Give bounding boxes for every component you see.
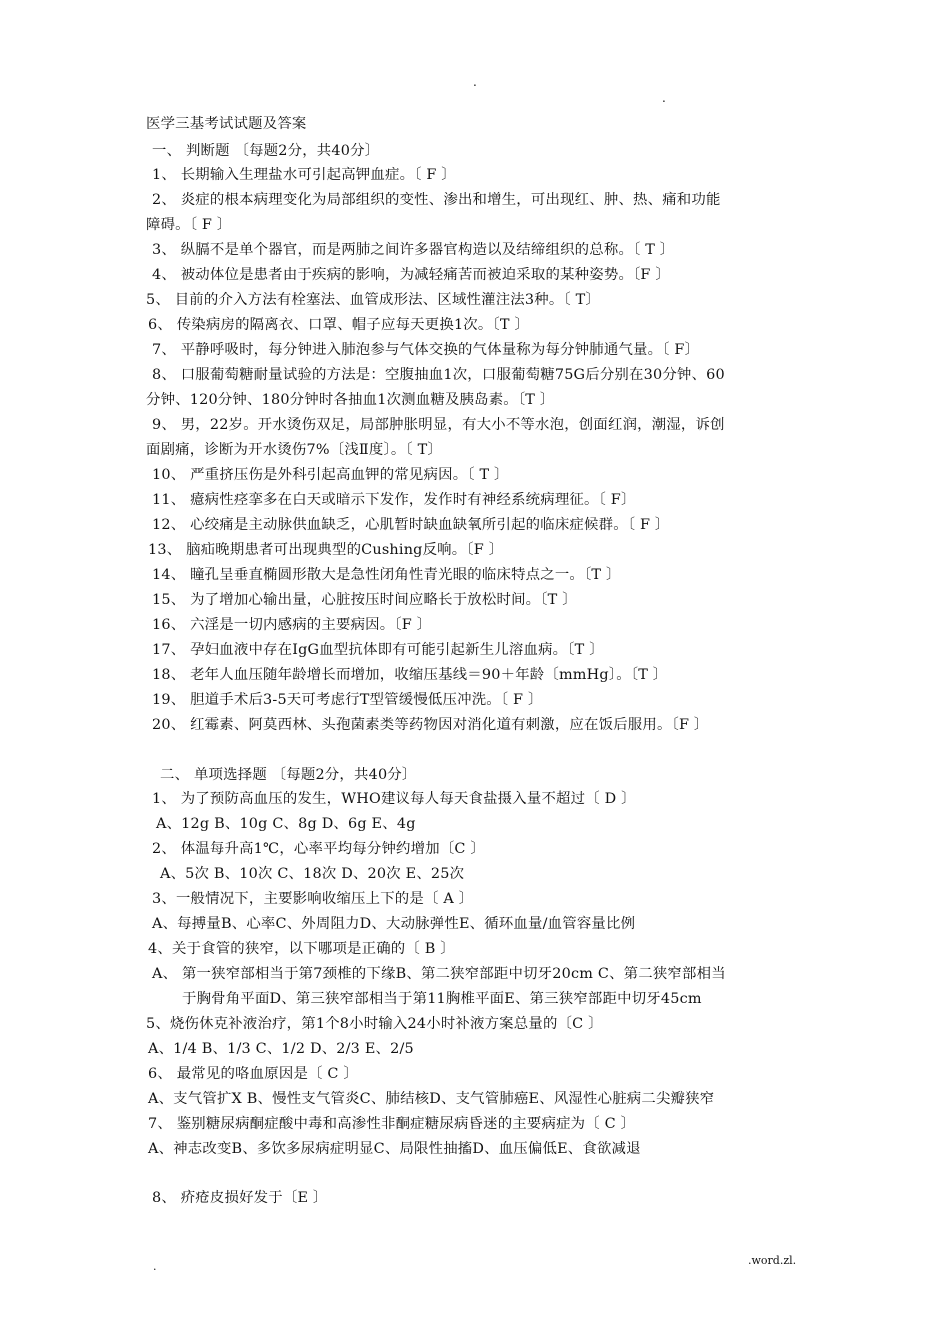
footer-dot: . [153, 1260, 157, 1273]
question-line: 面剧痛，诊断为开水烫伤7%〔浅Ⅱ度〕。〔 T〕 [146, 442, 443, 458]
footer-watermark: .word.zl. [748, 1254, 797, 1267]
question-line: 13、 脑疝晚期患者可出现典型的Cushing反响。〔F 〕 [148, 542, 504, 558]
question-line: 6、 传染病房的隔离衣、口罩、帽子应每天更换1次。〔T 〕 [148, 317, 530, 333]
answer-options: A、 第一狭窄部相当于第7颈椎的下缘B、第二狭窄部距中切牙20cm C、第二狭窄部相当 [152, 966, 726, 982]
answer-options: A、1/4 B、1/3 C、1/2 D、2/3 E、2/5 [148, 1041, 414, 1057]
question-line: 6、 最常见的咯血原因是〔 C 〕 [148, 1066, 358, 1082]
section-heading-single-choice: 二、 单项选择题 〔每题2分，共40分〕 [160, 767, 417, 783]
question-line: 16、 六淫是一切内感病的主要病因。〔F 〕 [152, 617, 432, 633]
document-title: 医学三基考试试题及答案 [146, 116, 307, 132]
question-line: 障碍。〔 F 〕 [146, 217, 232, 233]
question-line: 17、 孕妇血液中存在IgG血型抗体即有可能引起新生儿溶血病。〔T 〕 [152, 642, 604, 658]
question-line: 1、 为了预防高血压的发生，WHO建议每人每天食盐摄入量不超过〔 D 〕 [152, 791, 636, 807]
question-line: 4、 被动体位是患者由于疾病的影响，为减轻痛苦而被迫采取的某种姿势。〔F 〕 [152, 267, 670, 283]
question-line: 分钟、120分钟、180分钟时各抽血1次测血糖及胰岛素。〔T 〕 [146, 392, 555, 408]
answer-options: A、每搏量B、心率C、外周阻力D、大动脉弹性E、循环血量/血管容量比例 [152, 916, 636, 932]
question-line: 18、 老年人血压随年龄增长而增加，收缩压基线＝90＋年龄〔mmHg〕。〔T 〕 [152, 667, 668, 683]
question-line: 12、 心绞痛是主动脉供血缺乏，心肌暂时缺血缺氧所引起的临床症候群。〔 F 〕 [152, 517, 670, 533]
question-line: 2、 炎症的根本病理变化为局部组织的变性、渗出和增生，可出现红、肿、热、痛和功能 [152, 192, 721, 208]
question-line: 3、一般情况下，主要影响收缩压上下的是〔 A 〕 [152, 891, 474, 907]
question-line: 5、 目前的介入方法有栓塞法、血管成形法、区域性灌注法3种。〔 T〕 [146, 292, 600, 308]
answer-options: 于胸骨角平面D、第三狭窄部相当于第11胸椎平面E、第三狭窄部距中切牙45cm [182, 991, 702, 1007]
question-line: 11、 癔病性痉挛多在白天或暗示下发作，发作时有神经系统病理征。〔 F〕 [152, 492, 636, 508]
question-line: 8、 疥疮皮损好发于〔E 〕 [152, 1190, 328, 1206]
question-line: 14、 瞳孔呈垂直椭圆形散大是急性闭角性青光眼的临床特点之一。〔T 〕 [152, 567, 621, 583]
question-line: 3、 纵膈不是单个器官，而是两肺之间许多器官构造以及结缔组织的总称。〔 T 〕 [152, 242, 675, 258]
question-line: 1、 长期输入生理盐水可引起高钾血症。〔 F 〕 [152, 167, 456, 183]
question-line: 2、 体温每升高1℃，心率平均每分钟约增加〔C 〕 [152, 841, 485, 857]
question-line: 5、烧伤休克补液治疗，第1个8小时输入24小时补液方案总量的〔C 〕 [146, 1016, 603, 1032]
answer-options: A、5次 B、10次 C、18次 D、20次 E、25次 [160, 866, 465, 882]
header-dot-left: . [473, 75, 477, 89]
question-line: 15、 为了增加心输出量，心脏按压时间应略长于放松时间。〔T 〕 [152, 592, 577, 608]
question-line: 8、 口服葡萄糖耐量试验的方法是：空腹抽血1次，口服葡萄糖75G后分别在30分钟、60 [152, 367, 725, 383]
answer-options: A、支气管扩X B、慢性支气管炎C、肺结核D、支气管肺癌E、风湿性心脏病二尖瓣狭窄 [148, 1091, 715, 1107]
question-line: 7、 平静呼吸时，每分钟进入肺泡参与气体交换的气体量称为每分钟肺通气量。〔 F〕 [152, 342, 700, 358]
question-line: 19、 胆道手术后3-5天可考虑行T型管缓慢低压冲洗。〔 F 〕 [152, 692, 543, 708]
question-line: 4、关于食管的狭窄，以下哪项是正确的〔 B 〕 [148, 941, 455, 957]
answer-options: A、12g B、10g C、8g D、6g E、4g [156, 816, 416, 832]
answer-options: A、神志改变B、多饮多尿病症明显C、局限性抽搐D、血压偏低E、食欲减退 [148, 1141, 641, 1157]
question-line: 7、 鉴别糖尿病酮症酸中毒和高渗性非酮症糖尿病昏迷的主要病症为〔 C 〕 [148, 1116, 636, 1132]
question-line: 20、 红霉素、阿莫西林、头孢菌素类等药物因对消化道有刺激，应在饭后服用。〔F 〕 [152, 717, 709, 733]
question-line: 10、 严重挤压伤是外科引起高血钾的常见病因。〔 T 〕 [152, 467, 509, 483]
question-line: 9、 男，22岁。开水烫伤双足，局部肿胀明显，有大小不等水泡，创面红润，潮湿，诉创 [152, 417, 725, 433]
header-dot-right: . [662, 91, 666, 105]
section-heading-true-false: 一、 判断题 〔每题2分，共40分〕 [152, 143, 380, 159]
